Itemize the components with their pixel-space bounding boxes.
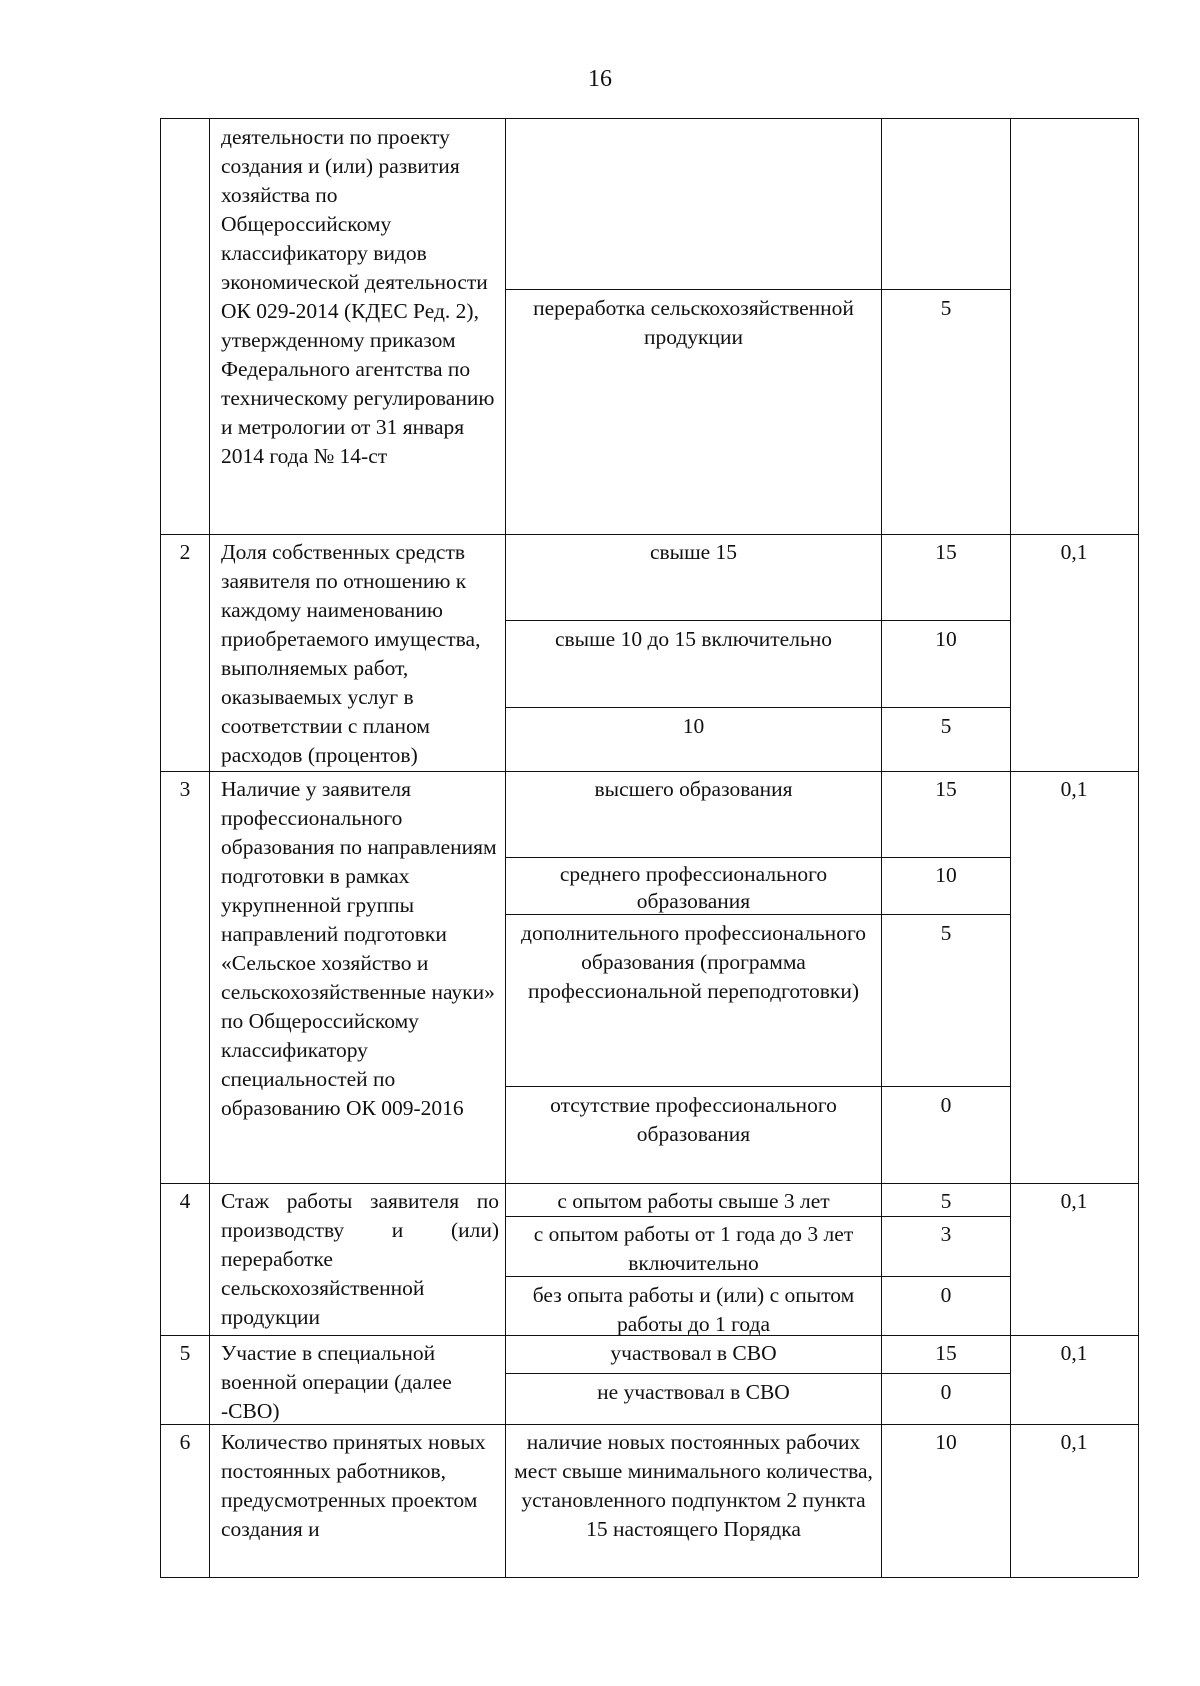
table-border (209, 118, 210, 1577)
table-border (160, 1335, 1138, 1336)
table-border (505, 1086, 1010, 1087)
option-value: свыше 15 (649, 540, 738, 564)
option-points: 5 (940, 921, 952, 945)
table-border (505, 1276, 1010, 1277)
row-number: 5 (179, 1341, 191, 1365)
option-points: 0 (940, 1380, 952, 1404)
row-number: 2 (179, 540, 191, 564)
weight-value: 0,1 (1060, 1341, 1088, 1365)
criterion-cell: Количество принятых новых постоянных работников, предусмотренных проектом создания и (221, 1430, 486, 1541)
table-border (160, 1577, 1138, 1578)
option-value: переработка сельскохозяйственной продукции (533, 296, 854, 349)
option-points: 0 (940, 1283, 952, 1307)
table-border (1010, 118, 1011, 1577)
table-border (505, 620, 1010, 621)
weight-value: 0,1 (1060, 540, 1088, 564)
option-value: дополнительного профессионального образования (программа профессиональной переподготовки) (521, 921, 866, 1003)
option-value: свыше 10 до 15 включительно (554, 627, 833, 651)
table-border (505, 1216, 1010, 1217)
option-points: 10 (935, 627, 957, 651)
weight-value: 0,1 (1060, 777, 1088, 801)
table-border (505, 857, 1010, 858)
table-border (505, 289, 1010, 290)
criterion-cell: Доля собственных средств заявителя по отношению к каждому наименованию приобретаемого имущества, выполняемых работ, оказываемых услуг в соответствии с планом расходов (процентов) (221, 540, 481, 767)
table-border (505, 707, 1010, 708)
weight-value: 0,1 (1060, 1189, 1088, 1213)
table-border (160, 118, 161, 1577)
criterion-cell: деятельности по проекту создания и (или) развития хозяйства по Общероссийскому классификатору видов экономической деятельности ОК 029-2014 (КДЕС Ред. 2), утвержденному приказом Федерального агентства по техническому регулированию и метрологии от 31 января 2014 года № 14-ст (221, 125, 495, 468)
table-border (505, 1373, 1010, 1374)
table-border (160, 534, 1138, 535)
option-points: 15 (935, 1341, 957, 1365)
table-border (881, 118, 882, 1577)
criterion-cell: Наличие у заявителя профессионального образования по направлениям подготовки в рамках укрупненной группы направлений подготовки «Сельское хозяйство и сельскохозяйственные науки» по Общероссийскому классификатору специальностей по образованию ОК 009-2016 (221, 777, 497, 1120)
option-points: 5 (940, 714, 952, 738)
option-points: 0 (940, 1093, 952, 1117)
row-number: 6 (179, 1430, 191, 1454)
table-border (505, 118, 506, 1577)
table-border (505, 914, 1010, 915)
weight-value: 0,1 (1060, 1430, 1088, 1454)
criterion-cell: Участие в специальной военной операции (далее -СВО) (221, 1341, 452, 1423)
table-border (160, 1183, 1138, 1184)
option-points: 10 (935, 863, 957, 887)
option-value: 10 (682, 714, 705, 738)
table-border (160, 118, 1138, 119)
row-number: 3 (179, 777, 191, 801)
option-value: высшего образования (594, 777, 793, 801)
option-value: с опытом работы от 1 года до 3 лет включительно (533, 1222, 854, 1275)
page-number: 16 (588, 66, 612, 92)
option-value: наличие новых постоянных рабочих мест свыше минимального количества, установленного подпунктом 2 пункта 15 настоящего Порядка (514, 1430, 873, 1541)
option-points: 10 (935, 1430, 957, 1454)
option-points: 3 (940, 1222, 952, 1246)
table-border (160, 771, 1138, 772)
option-value: с опытом работы свыше 3 лет (557, 1189, 830, 1213)
table-border (1138, 118, 1139, 1577)
option-points: 15 (935, 777, 957, 801)
criterion-cell: Стаж работы заявителя по производству и (или) переработке сельскохозяйственной продукции (221, 1189, 499, 1329)
option-value: отсутствие профессионального образования (550, 1093, 837, 1146)
option-points: 5 (940, 1189, 952, 1213)
table-border (160, 1424, 1138, 1425)
option-value: участвовал в СВО (610, 1341, 777, 1365)
row-number: 4 (179, 1189, 191, 1213)
option-value: без опыта работы и (или) с опытом работы до 1 года (532, 1283, 855, 1336)
option-value: среднего профессионального образования (559, 862, 828, 913)
option-value: не участвовал в СВО (597, 1380, 790, 1404)
option-points: 15 (935, 540, 957, 564)
option-points: 5 (940, 296, 952, 320)
